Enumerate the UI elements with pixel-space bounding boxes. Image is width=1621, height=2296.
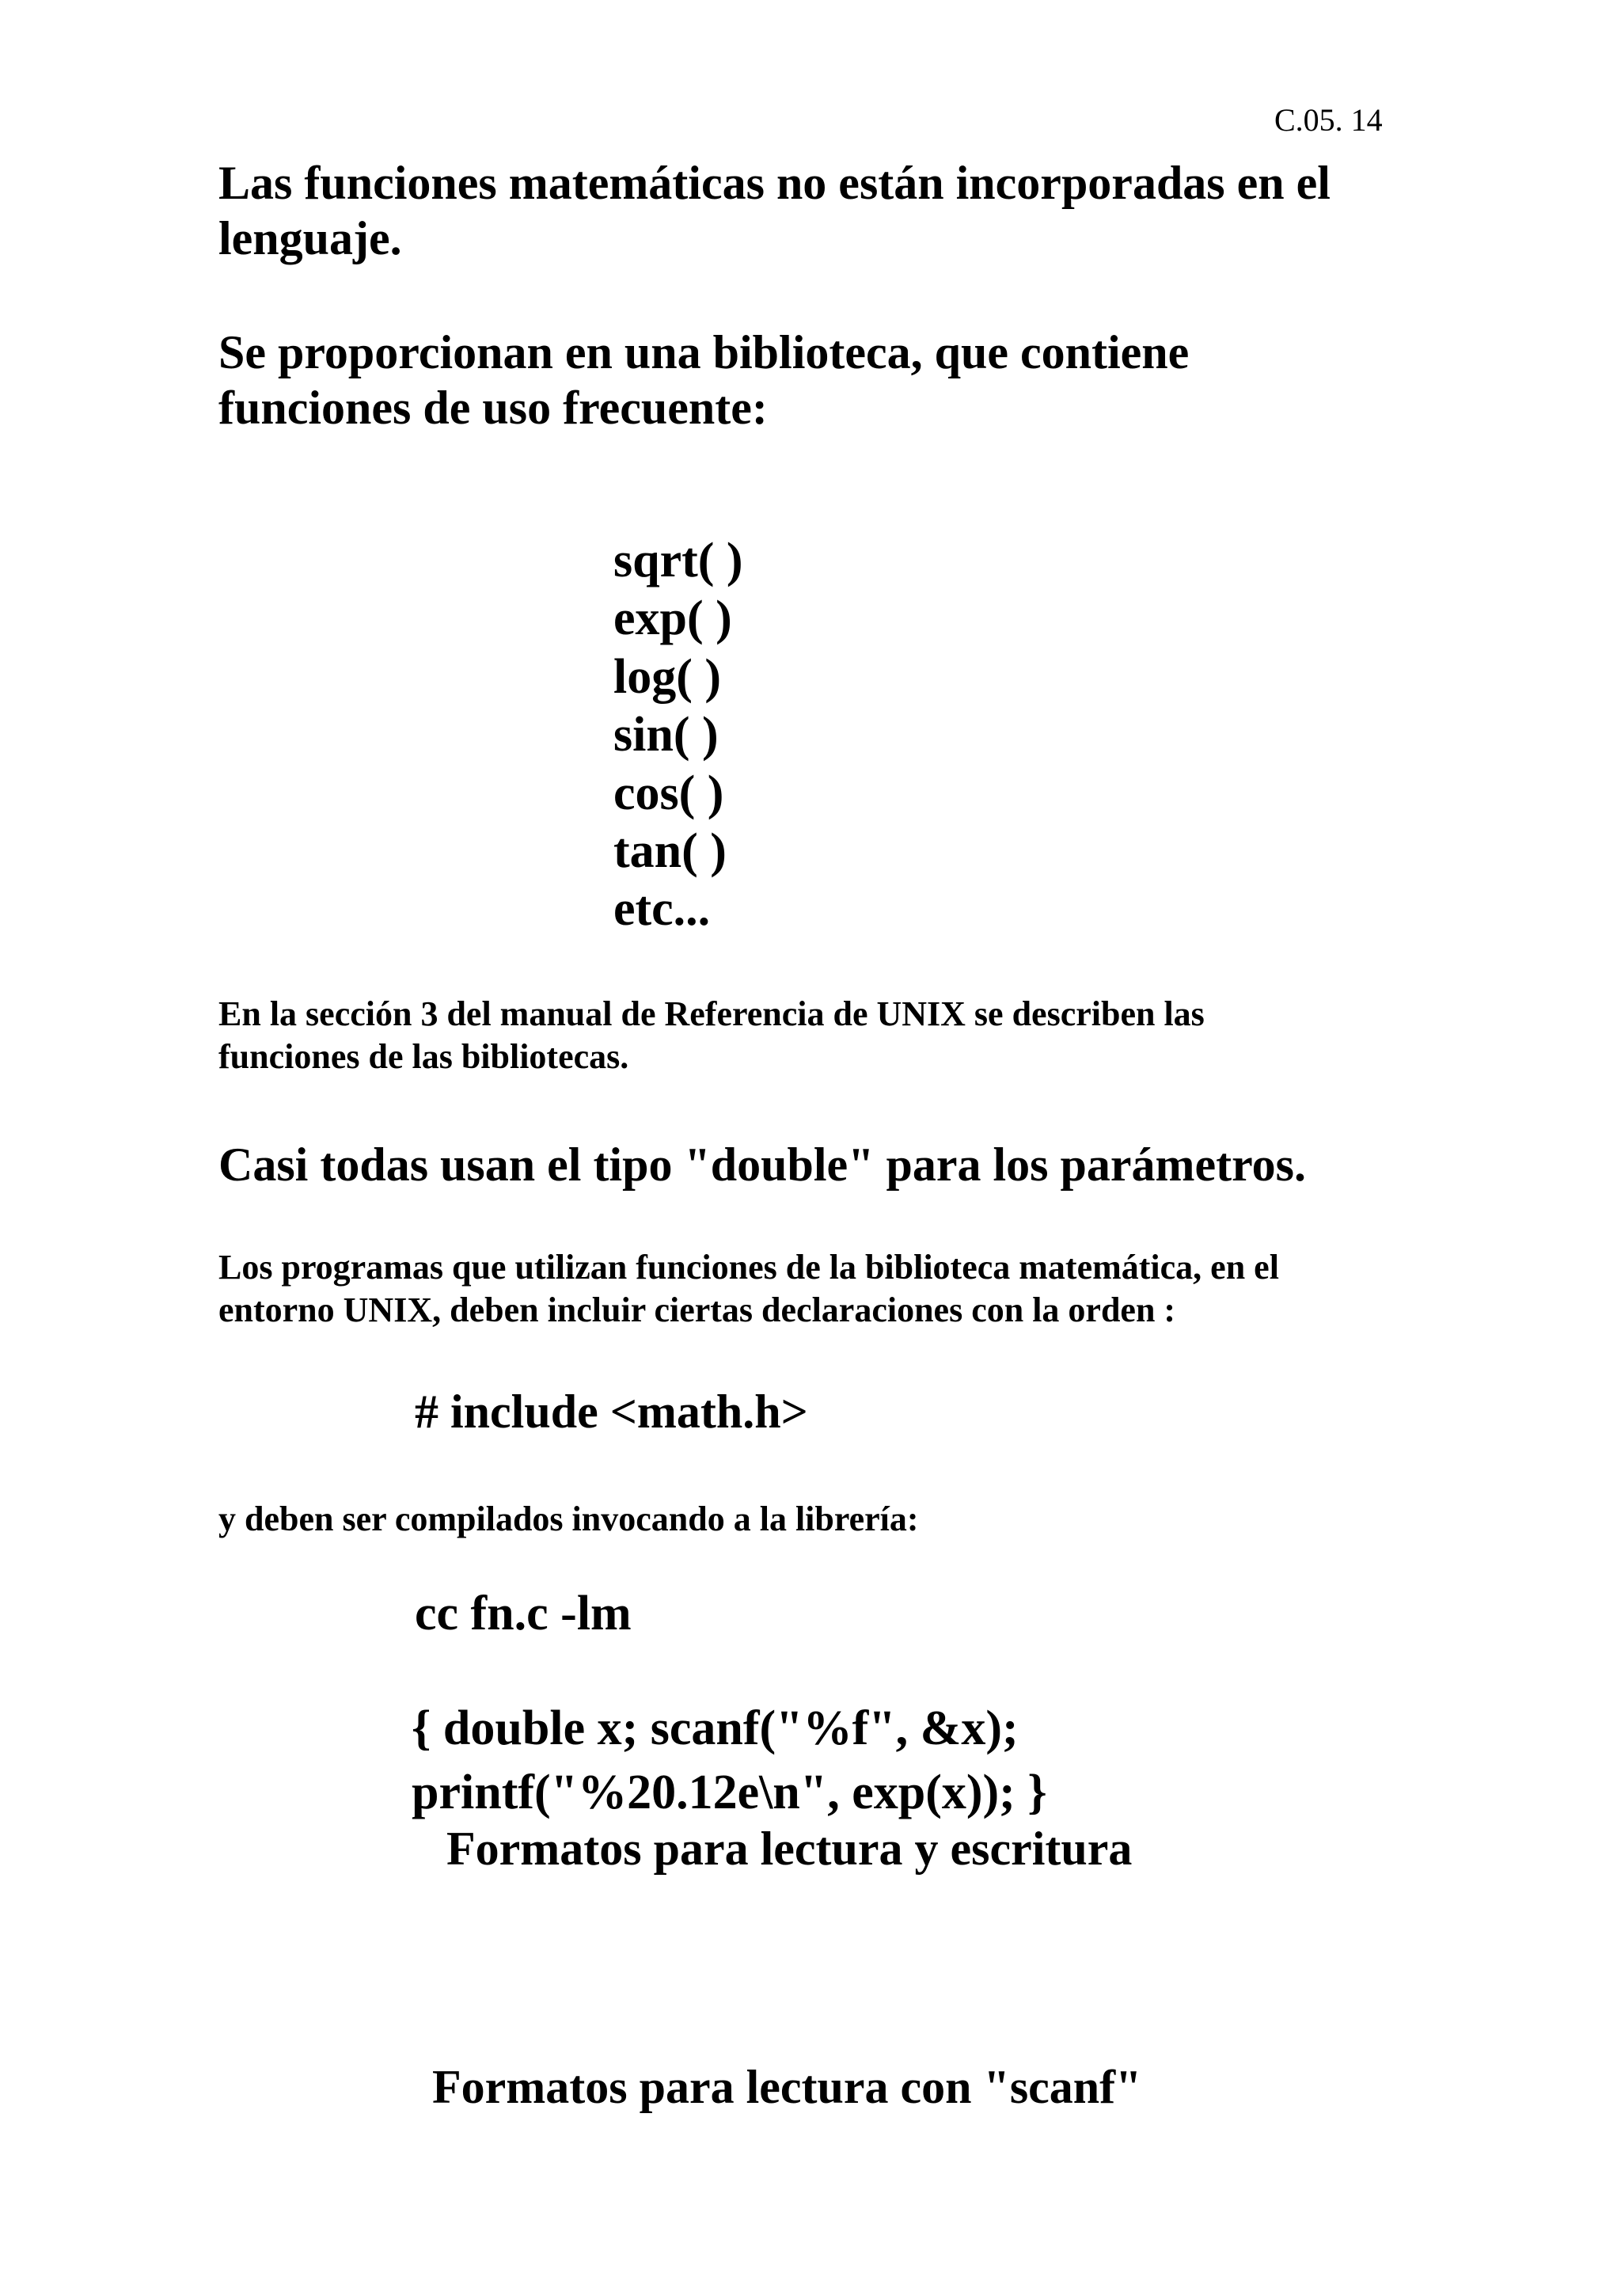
compile-paragraph: y deben ser compilados invocando a la librería: — [218, 1500, 919, 1538]
page-number: C.05. 14 — [1274, 102, 1383, 138]
scanf-formats-heading: Formatos para lectura con "scanf" — [432, 2061, 1142, 2113]
function-list — [613, 532, 743, 939]
intro-line: lenguaje. — [218, 212, 402, 264]
manual-line: En la sección 3 del manual de Referencia de UNIX se describen las — [218, 994, 1205, 1033]
function-item-etc: etc... — [613, 882, 711, 937]
compile-command: cc fn.c -lm — [415, 1587, 632, 1640]
code-example-line: printf("%20.12e\n", exp(x)); } — [412, 1766, 1047, 1819]
library-line: Se proporcionan en una biblioteca, que contiene — [218, 326, 1190, 378]
manual-paragraph — [218, 993, 1205, 1078]
code-example-line: { double x; scanf("%f", &x); — [412, 1701, 1019, 1755]
code-example — [412, 1697, 1047, 1825]
library-line: funciones de uso frecuente: — [218, 382, 768, 434]
function-item-exp: exp( ) — [613, 591, 732, 646]
formats-caption: Formatos para lectura y escritura — [446, 1823, 1133, 1875]
function-item-tan: tan( ) — [613, 824, 727, 879]
programs-paragraph — [218, 1246, 1279, 1332]
function-item-log: log( ) — [613, 649, 722, 704]
function-item-sin: sin( ) — [613, 708, 719, 762]
double-type-paragraph: Casi todas usan el tipo "double" para los parámetros. — [218, 1138, 1306, 1191]
programs-line: entorno UNIX, deben incluir ciertas declaraciones con la orden : — [218, 1291, 1176, 1329]
function-item-cos: cos( ) — [613, 766, 724, 820]
manual-line: funciones de las bibliotecas. — [218, 1037, 629, 1076]
library-paragraph — [218, 325, 1189, 435]
intro-paragraph — [218, 155, 1331, 266]
include-directive: # include <math.h> — [415, 1386, 808, 1438]
function-item-sqrt: sqrt( ) — [613, 534, 743, 587]
intro-line: Las funciones matemáticas no están incorporadas en el — [218, 157, 1331, 209]
programs-line: Los programas que utilizan funciones de la biblioteca matemática, en el — [218, 1248, 1279, 1287]
